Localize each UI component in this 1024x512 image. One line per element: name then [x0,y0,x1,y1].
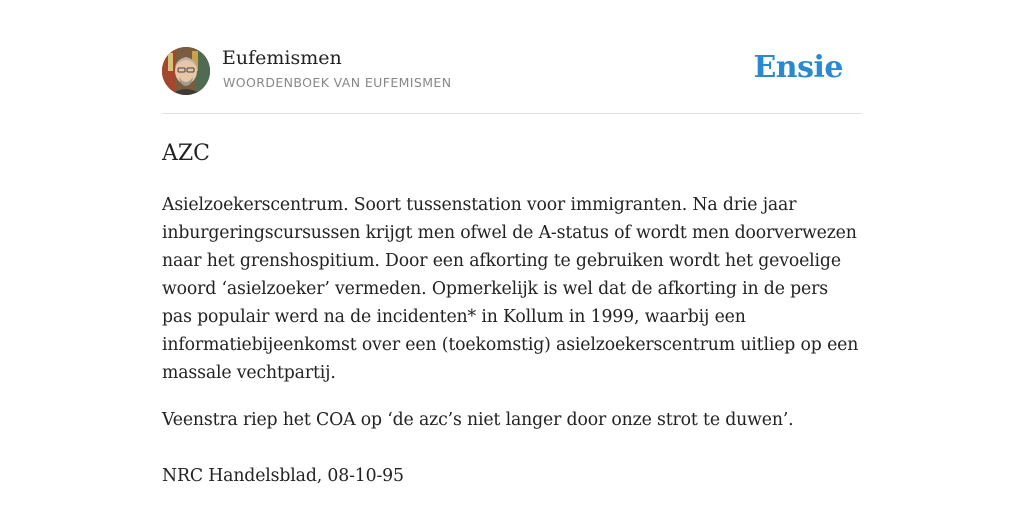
entry-source: NRC Handelsblad, 08-10-95 [162,466,404,486]
brand-logo[interactable]: Ensie [753,50,843,85]
entry-definition: Asielzoekerscentrum. Soort tussenstation voor immigranten. Na drie jaar inburgeringscursussen krijgt men ofwel de A-status of wordt men doorverwezen naar het grenshospitium. Door een afkorting te gebruiken wordt het gevoelige woord ‘asielzoeker’ vermeden. Opmerkelijk is wel dat de afkorting in de pers pas populair werd na de incidenten* in Kollum in 1999, waarbij een informatiebijeenkomst over een (toekomstig) asielzoekerscentrum uitliep op een massale vechtpartij. [162,195,859,383]
author-portrait-icon [162,47,210,95]
entry-title: AZC [162,141,211,166]
avatar[interactable] [162,47,210,95]
entry-card [162,46,862,490]
author-subtitle[interactable]: WOORDENBOEK VAN EUFEMISMEN [223,75,452,90]
card-header [162,46,862,114]
author-name[interactable]: Eufemismen [222,47,342,69]
entry-quote: Veenstra riep het COA op ‘de azc’s niet langer door onze strot te duwen’. [162,410,794,430]
